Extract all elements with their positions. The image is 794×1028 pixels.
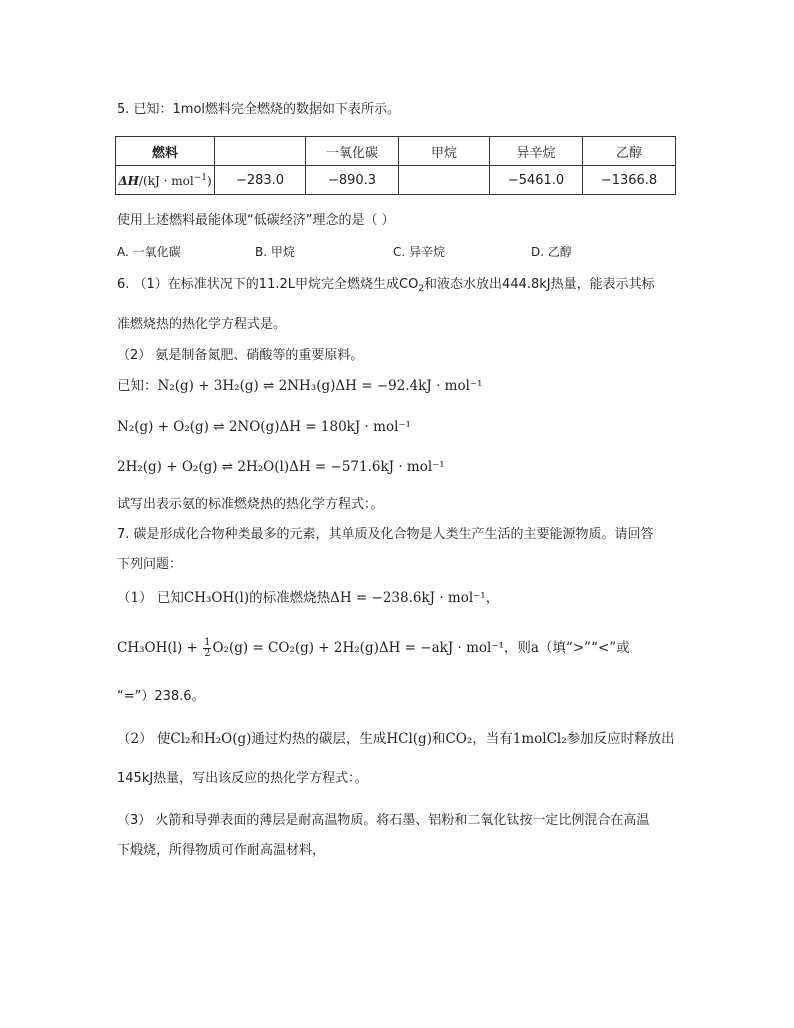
q6-equation-1: 已知：N₂(g) + 3H₂(g) ⇌ 2NH₃(g)ΔH = −92.4kJ · mol⁻¹ [117,378,483,394]
table-header-cell: 一氧化碳 [306,137,399,166]
table-cell: −283.0 [215,166,306,195]
q6-equation-3: 2H₂(g) + O₂(g) ⇌ 2H₂O(l)ΔH = −571.6kJ · mol⁻¹ [117,459,445,475]
option-d: D. 乙醇 [531,245,572,259]
q5-options [117,243,669,261]
q6-part1-text-a: 6. （1）在标准状况下的11.2L甲烷完全燃烧生成CO [117,277,419,292]
q7-part3: （3） 火箭和导弹表面的薄层是耐高温物质。将石墨、铝粉和二氧化钛按一定比例混合在高温 [117,813,650,828]
q5-stem: 5. 已知：1mol燃料完全燃烧的数据如下表所示。 [117,102,401,117]
q7-stem-cont: 下列问题： [117,557,183,572]
unit-exponent: −1 [193,172,207,183]
table-header-cell: 乙醇 [583,137,676,166]
fraction-denominator: 2 [204,648,211,659]
q7-part1-equation [117,638,630,659]
fuel-data-table [115,136,676,195]
table-row-label [116,166,215,195]
table-cell: −1366.8 [583,166,676,195]
option-b: B. 甲烷 [255,245,295,259]
q7-part2-cont: 145kJ热量，写出该反应的热化学方程式：。 [117,771,368,786]
table-header-cell [215,137,306,166]
table-row [116,166,676,195]
table-cell: −890.3 [306,166,399,195]
delta-h-symbol: ΔH [118,173,139,188]
table-cell: −5461.0 [490,166,583,195]
q7-part1-cont: “=”）238.6。 [117,689,205,704]
equation-rest: O₂(g) = CO₂(g) + 2H₂(g)ΔH = −akJ · mol⁻¹，则a（填“>”“<”或 [212,640,630,656]
table-header-cell: 燃料 [116,137,215,166]
q6-part1-cont: 准燃烧热的热化学方程式是。 [117,317,287,332]
option-a: A. 一氧化碳 [117,245,181,259]
table-cell [399,166,490,195]
unit-text: /(kJ · mol [138,173,194,188]
q6-equation-2: N₂(g) + O₂(g) ⇌ 2NO(g)ΔH = 180kJ · mol⁻¹ [117,419,411,435]
q7-part2: （2） 使Cl₂和H₂O(g)通过灼热的碳层，生成HCl(g)和CO₂，当有1molCl₂参加反应时释放出 [117,731,675,747]
q7-part3-cont: 下煅烧，所得物质可作耐高温材料， [117,843,326,858]
equation-lead: CH₃OH(l) + [117,640,203,656]
q7-stem: 7. 碳是形成化合物种类最多的元素，其单质及化合物是人类生产生活的主要能源物质。请回答 [117,527,654,542]
option-c: C. 异辛烷 [393,245,446,259]
q6-part1-text-b: 和液态水放出444.8kJ热量，能表示其标 [424,277,655,292]
fraction-numerator: 1 [204,637,211,648]
q7-part1: （1） 已知CH₃OH(l)的标准燃烧热ΔH = −238.6kJ · mol⁻¹， [117,590,500,606]
q6-ask: 试写出表示氨的标准燃烧热的热化学方程式：。 [117,497,384,512]
table-header-cell: 甲烷 [399,137,490,166]
q5-question: 使用上述燃料最能体现“低碳经济”理念的是（ ） [117,213,395,228]
table-header-cell: 异辛烷 [490,137,583,166]
subscript: 2 [418,284,425,294]
q6-part2: （2） 氨是制备氮肥、硝酸等的重要原料。 [117,348,364,363]
unit-close: ) [206,173,212,188]
table-header-row [116,137,676,166]
fraction-one-half [203,638,211,659]
q6-part1 [117,276,655,298]
